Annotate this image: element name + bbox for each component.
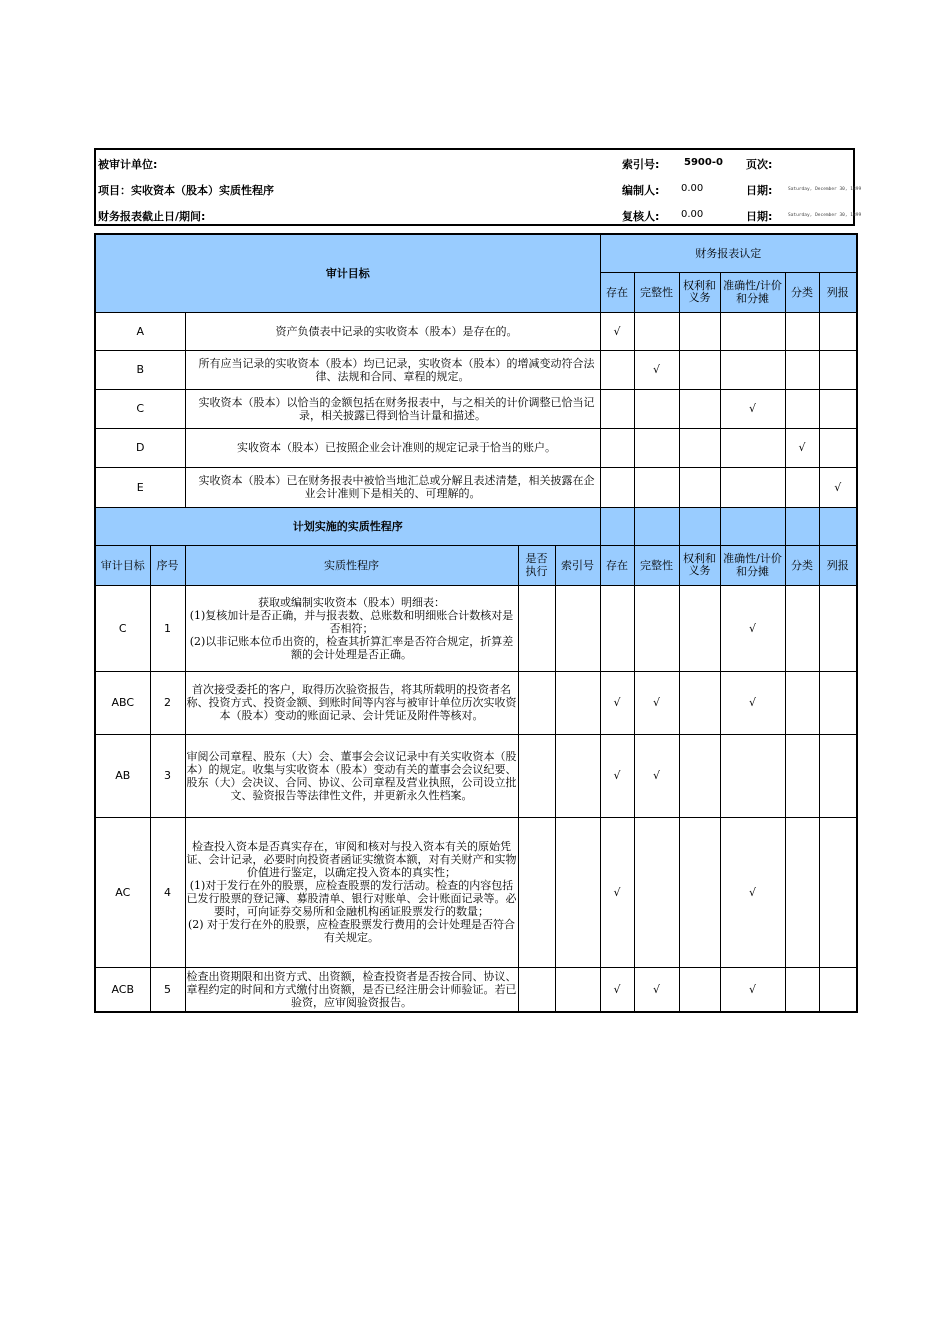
check-cell [819,817,857,967]
procedure-row [95,671,857,734]
check-cell [600,389,634,428]
check-cell [679,428,720,467]
check-cell [819,734,857,817]
procedure-seq: 2 [150,671,185,734]
page-label: 页次: [746,158,773,171]
check-cell [720,428,785,467]
procedure-line: (1)复核加计是否正确，并与报表数、总账数和明细账合计数核对是否相符； [189,608,514,635]
procedure-seq: 1 [150,585,185,671]
date-value-1: Saturday, December 30, 1899 [788,187,862,192]
check-cell: √ [720,671,785,734]
check-cell: √ [600,734,634,817]
executed-cell [518,967,555,1012]
auditee-label: 被审计单位: [98,158,158,171]
index-cell [555,967,600,1012]
reviewer-label: 复核人: [622,210,660,223]
procedure-line: (2) 对于发行在外的股票，应检查股票发行费用的会计处理是否符合有关规定。 [187,918,516,944]
preparer-label: 编制人: [622,184,660,197]
check-cell [679,671,720,734]
check-cell [819,671,857,734]
preparer-value: 0.00 [681,183,704,194]
check-cell [679,967,720,1012]
check-cell [679,734,720,817]
procedure-objective: C [95,585,150,671]
check-cell [679,585,720,671]
procedures-col-seq: 序号 [150,545,185,585]
index-value: 5900-0 [684,157,723,168]
procedures-col-presentation: 列报 [819,545,857,585]
procedure-seq: 5 [150,967,185,1012]
check-cell: √ [819,467,857,507]
check-cell: √ [634,734,679,817]
check-cell [634,312,679,350]
check-cell [720,467,785,507]
check-cell [785,817,819,967]
procedures-col-rights: 权利和义务 [679,545,720,585]
check-cell [634,585,679,671]
check-cell: √ [785,428,819,467]
objective-row [95,389,857,428]
procedure-line: 获取或编制实收资本（股本）明细表： [258,595,445,609]
reviewer-value: 0.00 [681,209,704,220]
procedure-seq: 4 [150,817,185,967]
check-cell: √ [634,967,679,1012]
check-cell [785,967,819,1012]
procedures-col-executed: 是否执行 [518,545,555,585]
assertion-col-existence: 存在 [600,272,634,312]
check-cell [785,585,819,671]
procedures-col-index: 索引号 [555,545,600,585]
check-cell: √ [720,817,785,967]
check-cell [634,817,679,967]
assertion-col-presentation: 列报 [819,272,857,312]
procedure-row [95,585,857,671]
check-cell [720,734,785,817]
check-cell: √ [600,817,634,967]
procedure-line: 检查投入资本是否真实存在，审阅和核对与投入资本有关的原始凭证、会计记录，必要时向投资者函证实缴资本额，对有关财产和实物价值进行鉴定，以确定投入资本的真实性； [186,840,517,879]
header-box [94,148,862,226]
check-cell [679,312,720,350]
check-cell: √ [720,967,785,1012]
procedure-objective: ACB [95,967,150,1012]
objective-text: 实收资本（股本）以恰当的金额包括在财务报表中，与之相关的计价调整已恰当记录，相关披露已得到恰当计量和描述。 [185,389,600,428]
procedure-line: 审阅公司章程、股东（大）会、董事会会议记录中有关实收资本（股本）的规定。收集与实收资本（股本）变动有关的董事会会议纪要、股东（大）会决议、合同、协议、公司章程及营业执照，公司设立批文、验资报告等法律性文件，并更新永久性档案。 [186,749,517,802]
assertion-col-valuation: 准确性/计价和分摊 [720,272,785,312]
check-cell [679,350,720,389]
procedures-col-completeness: 完整性 [634,545,679,585]
assertion-col-classification: 分类 [785,272,819,312]
check-cell [819,428,857,467]
objective-row [95,312,857,350]
check-cell [634,389,679,428]
procedures-col-valuation: 准确性/计价和分摊 [720,545,785,585]
objective-text: 资产负债表中记录的实收资本（股本）是存在的。 [185,312,600,350]
check-cell: √ [720,389,785,428]
executed-cell [518,734,555,817]
procedure-text [185,671,518,734]
check-cell [785,467,819,507]
check-cell: √ [634,671,679,734]
check-cell [634,467,679,507]
project-label: 项目：实收资本（股本）实质性程序 [98,184,274,197]
procedure-row [95,967,857,1012]
procedure-row [95,817,857,967]
procedure-text [185,817,518,967]
procedures-col-classification: 分类 [785,545,819,585]
period-label: 财务报表截止日/期间: [98,210,206,223]
procedure-row [95,734,857,817]
check-cell [819,350,857,389]
procedure-seq: 3 [150,734,185,817]
index-cell [555,671,600,734]
check-cell [785,671,819,734]
index-cell [555,817,600,967]
check-cell [634,428,679,467]
objective-code: E [95,467,185,507]
check-cell [679,817,720,967]
procedure-line: (1)对于发行在外的股票，应检查股票的发行活动。检查的内容包括已发行股票的登记簿、募股清单、银行对账单、会计账面记录等。必要时，可向证券交易所和金融机构函证股票发行的数量； [186,879,517,918]
procedures-section-title: 计划实施的实质性程序 [95,507,600,545]
objective-text: 所有应当记录的实收资本（股本）均已记录，实收资本（股本）的增减变动符合法律、法规和合同、章程的规定。 [185,350,600,389]
check-cell [720,312,785,350]
objective-text: 实收资本（股本）已在财务报表中被恰当地汇总或分解且表述清楚，相关披露在企业会计准则下是相关的、可理解的。 [185,467,600,507]
procedure-text [185,585,518,671]
check-cell: √ [600,312,634,350]
check-cell: √ [720,585,785,671]
assertion-col-completeness: 完整性 [634,272,679,312]
check-cell [785,312,819,350]
check-cell [785,734,819,817]
executed-cell [518,817,555,967]
procedures-col-existence: 存在 [600,545,634,585]
check-cell [600,350,634,389]
audit-program-table [94,233,858,1013]
assertion-group-heading: 财务报表认定 [600,234,857,272]
check-cell: √ [634,350,679,389]
procedure-line: 检查出资期限和出资方式、出资额，检查投资者是否按合同、协议、章程约定的时间和方式缴付出资额，是否已经注册会计师验证。若已验资，应审阅验资报告。 [186,969,517,1009]
objective-code: A [95,312,185,350]
procedure-objective: AB [95,734,150,817]
check-cell [600,428,634,467]
executed-cell [518,585,555,671]
assertion-col-rights: 权利和义务 [679,272,720,312]
check-cell [679,389,720,428]
date-label-2: 日期: [746,210,773,223]
objective-code: D [95,428,185,467]
objective-row [95,467,857,507]
audit-objective-heading: 审计目标 [95,234,600,312]
check-cell [720,350,785,389]
check-cell [819,389,857,428]
date-label-1: 日期: [746,184,773,197]
procedure-objective: ABC [95,671,150,734]
objective-code: B [95,350,185,389]
objective-code: C [95,389,185,428]
procedures-col-objective: 审计目标 [95,545,150,585]
procedure-text [185,967,518,1012]
procedure-text [185,734,518,817]
procedure-line: (2)以非记账本位币出资的，检查其折算汇率是否符合规定，折算差额的会计处理是否正确。 [189,634,514,661]
objective-text: 实收资本（股本）已按照企业会计准则的规定记录于恰当的账户。 [185,428,600,467]
executed-cell [518,671,555,734]
check-cell [679,467,720,507]
check-cell [819,585,857,671]
check-cell [819,967,857,1012]
check-cell [600,585,634,671]
check-cell: √ [600,967,634,1012]
date-value-2: Saturday, December 30, 1899 [788,213,862,218]
check-cell [819,312,857,350]
check-cell [785,350,819,389]
procedure-objective: AC [95,817,150,967]
index-cell [555,734,600,817]
check-cell [600,467,634,507]
procedure-line: 首次接受委托的客户，取得历次验资报告，将其所载明的投资者名称、投资方式、投资金额、到账时间等内容与被审计单位历次实收资本（股本）变动的账面记录、会计凭证及附件等核对。 [186,683,517,722]
objective-row [95,350,857,389]
index-label: 索引号: [622,158,660,171]
check-cell [785,389,819,428]
check-cell: √ [600,671,634,734]
objective-row [95,428,857,467]
index-cell [555,585,600,671]
procedures-col-procedure: 实质性程序 [185,545,518,585]
